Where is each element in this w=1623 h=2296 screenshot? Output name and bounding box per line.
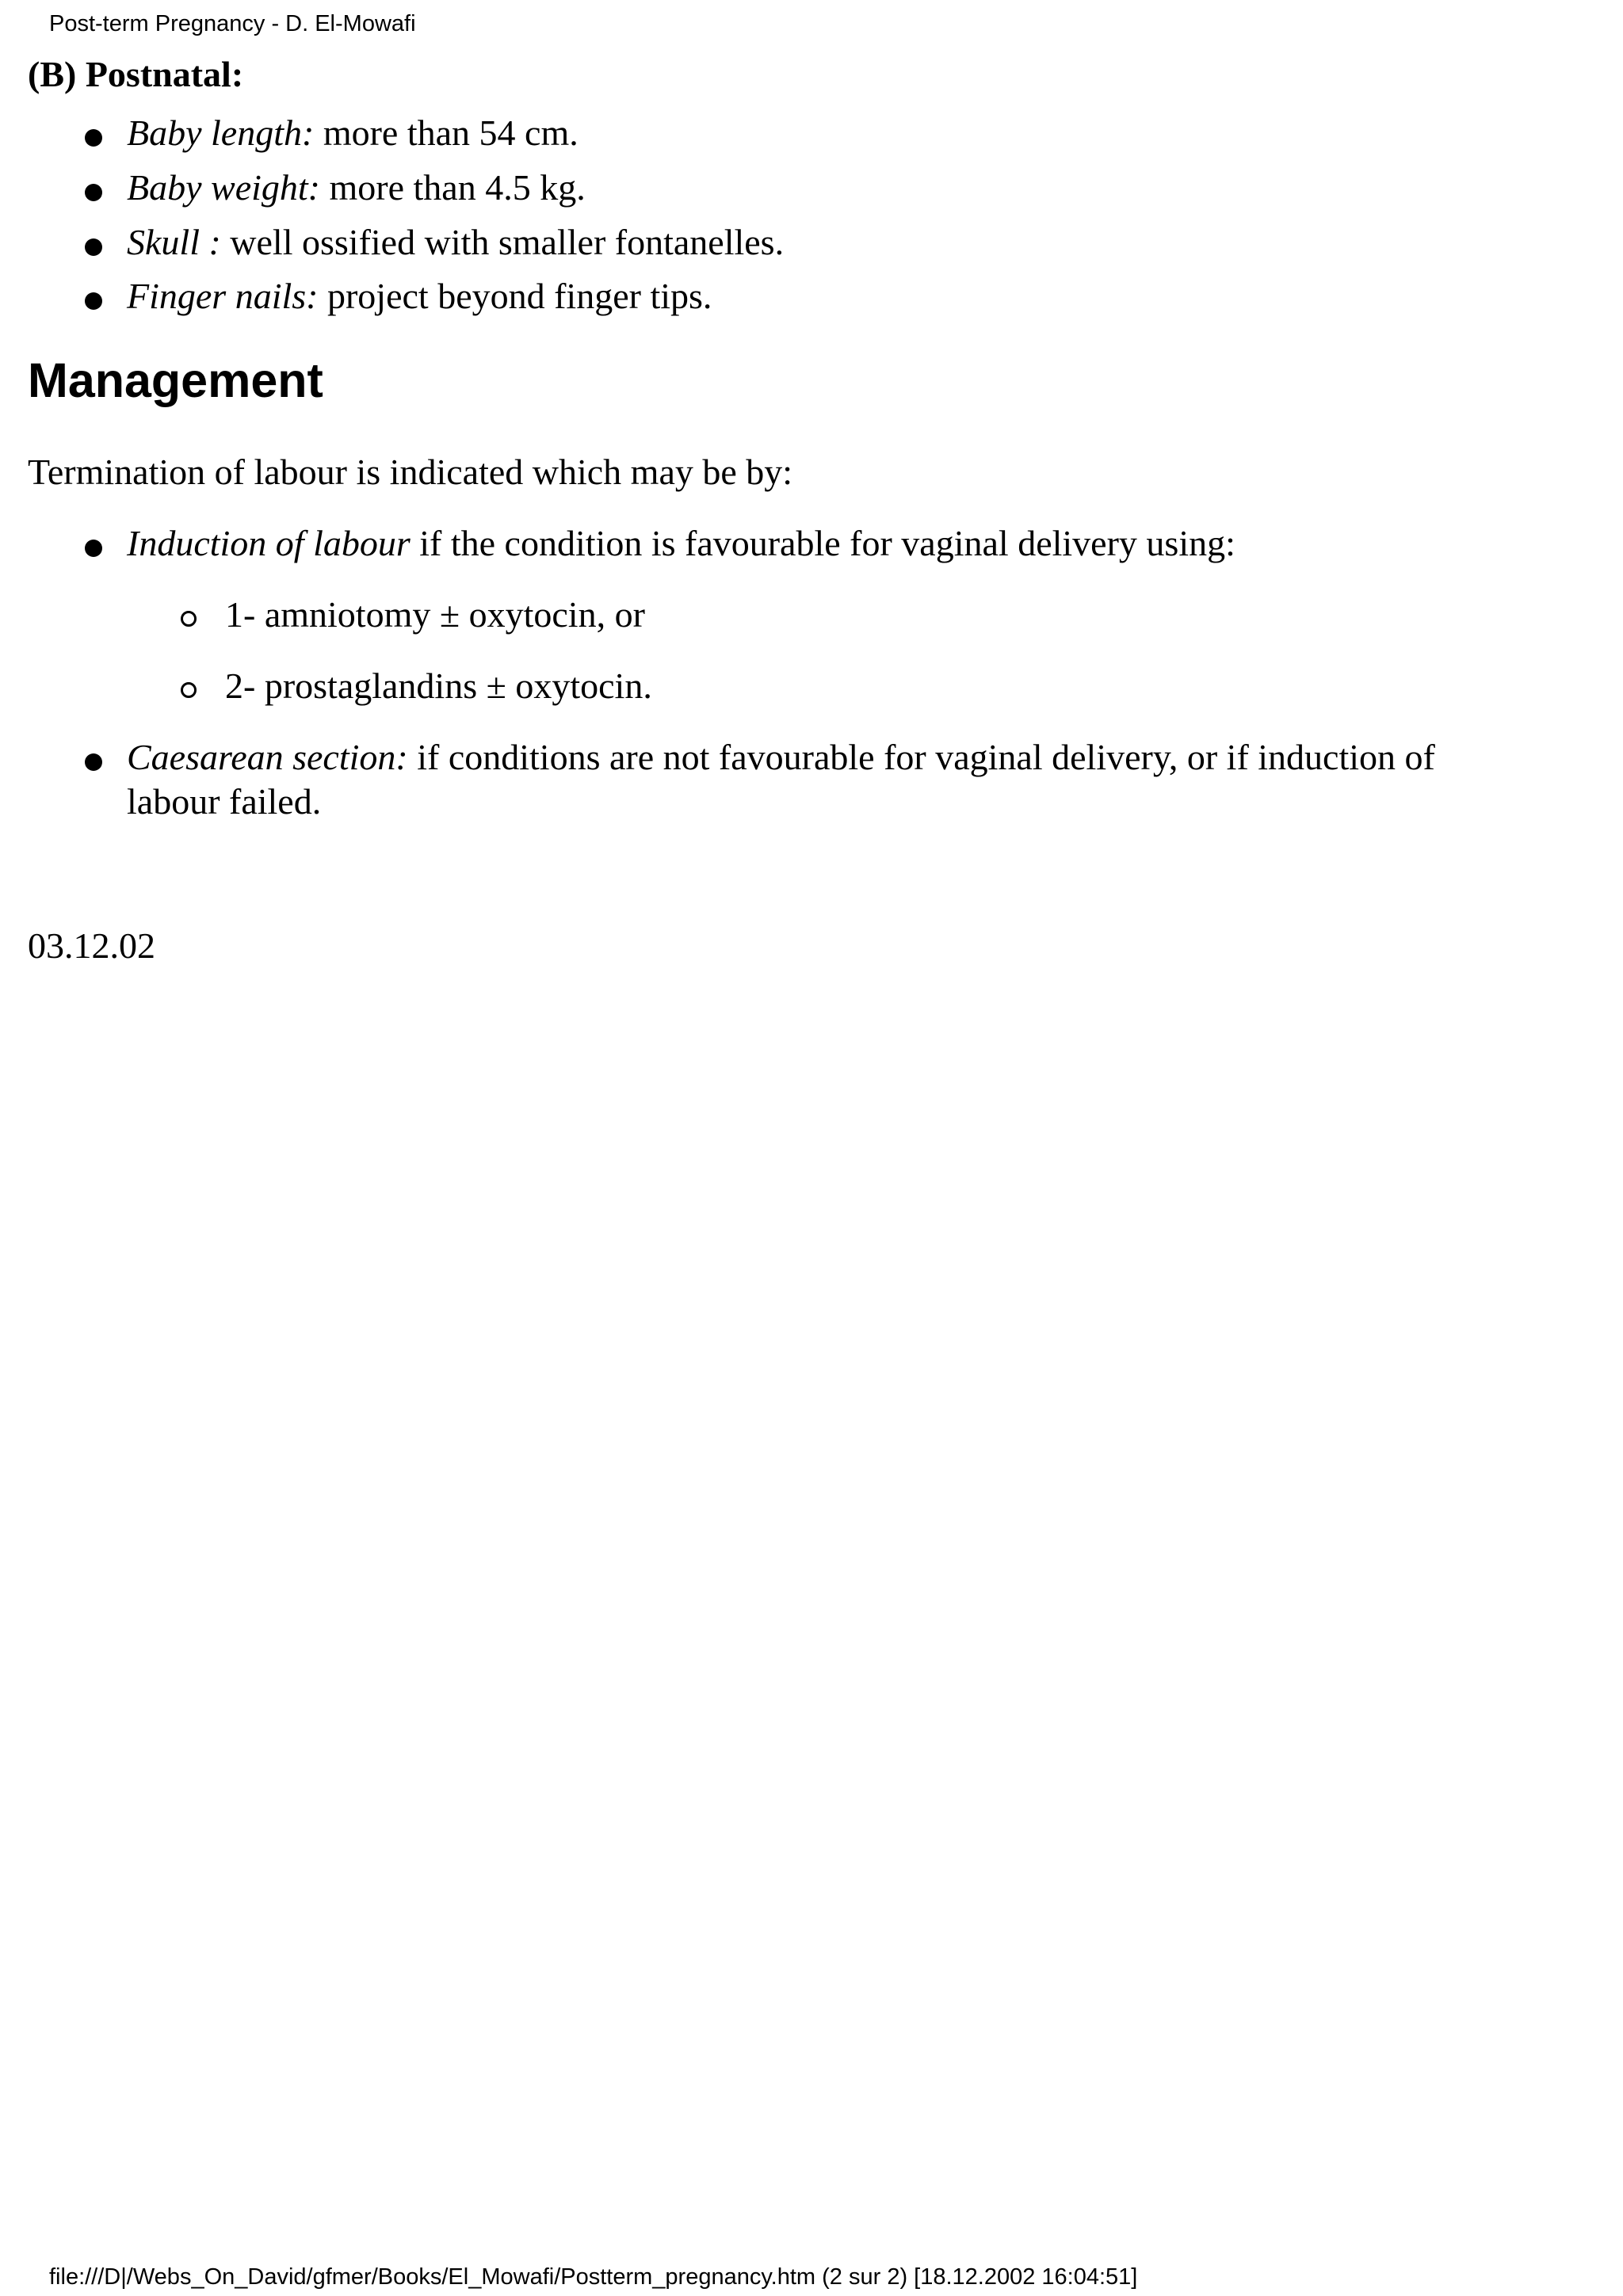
- postnatal-heading: (B) Postnatal:: [28, 54, 244, 94]
- circle-bullet-icon: [181, 611, 197, 627]
- sub-item-text: 2- prostaglandins ± oxytocin.: [225, 666, 652, 706]
- term-label: Induction of labour: [127, 523, 411, 563]
- term-description: more than 4.5 kg.: [320, 167, 586, 208]
- bullet-icon: [85, 753, 102, 771]
- bullet-icon: [85, 129, 102, 147]
- bullet-icon: [85, 540, 102, 557]
- sub-item-text: 1- amniotomy ± oxytocin, or: [225, 594, 645, 635]
- page-header-title: Post-term Pregnancy - D. El-Mowafi: [49, 11, 416, 36]
- term-label: Baby length:: [127, 113, 315, 153]
- term-label: Baby weight:: [127, 167, 320, 208]
- circle-bullet-icon: [181, 682, 197, 698]
- term-label: Finger nails:: [127, 276, 319, 316]
- term-description: project beyond finger tips.: [318, 276, 712, 316]
- list-item-caesarean: [0, 735, 1623, 824]
- management-heading: Management: [28, 353, 323, 407]
- term-description: more than 54 cm.: [314, 113, 579, 153]
- term-description: if the condition is favourable for vaginal delivery using:: [410, 523, 1235, 563]
- bullet-icon: [85, 238, 102, 256]
- term-label: Skull :: [127, 222, 221, 262]
- bullet-icon: [85, 292, 102, 310]
- management-intro: Termination of labour is indicated which may be by:: [28, 452, 793, 492]
- term-description: well ossified with smaller fontanelles.: [220, 222, 785, 262]
- term-label: Caesarean section:: [127, 737, 408, 777]
- date-stamp: 03.12.02: [28, 925, 155, 966]
- term-description: if conditions are not favourable for vaginal delivery, or if induction of labour failed.: [127, 737, 1435, 822]
- page-footer-path: file:///D|/Webs_On_David/gfmer/Books/El_Mowafi/Postterm_pregnancy.htm (2 sur 2) [18.12.2002 16:04:51]: [49, 2264, 1138, 2290]
- bullet-icon: [85, 184, 102, 201]
